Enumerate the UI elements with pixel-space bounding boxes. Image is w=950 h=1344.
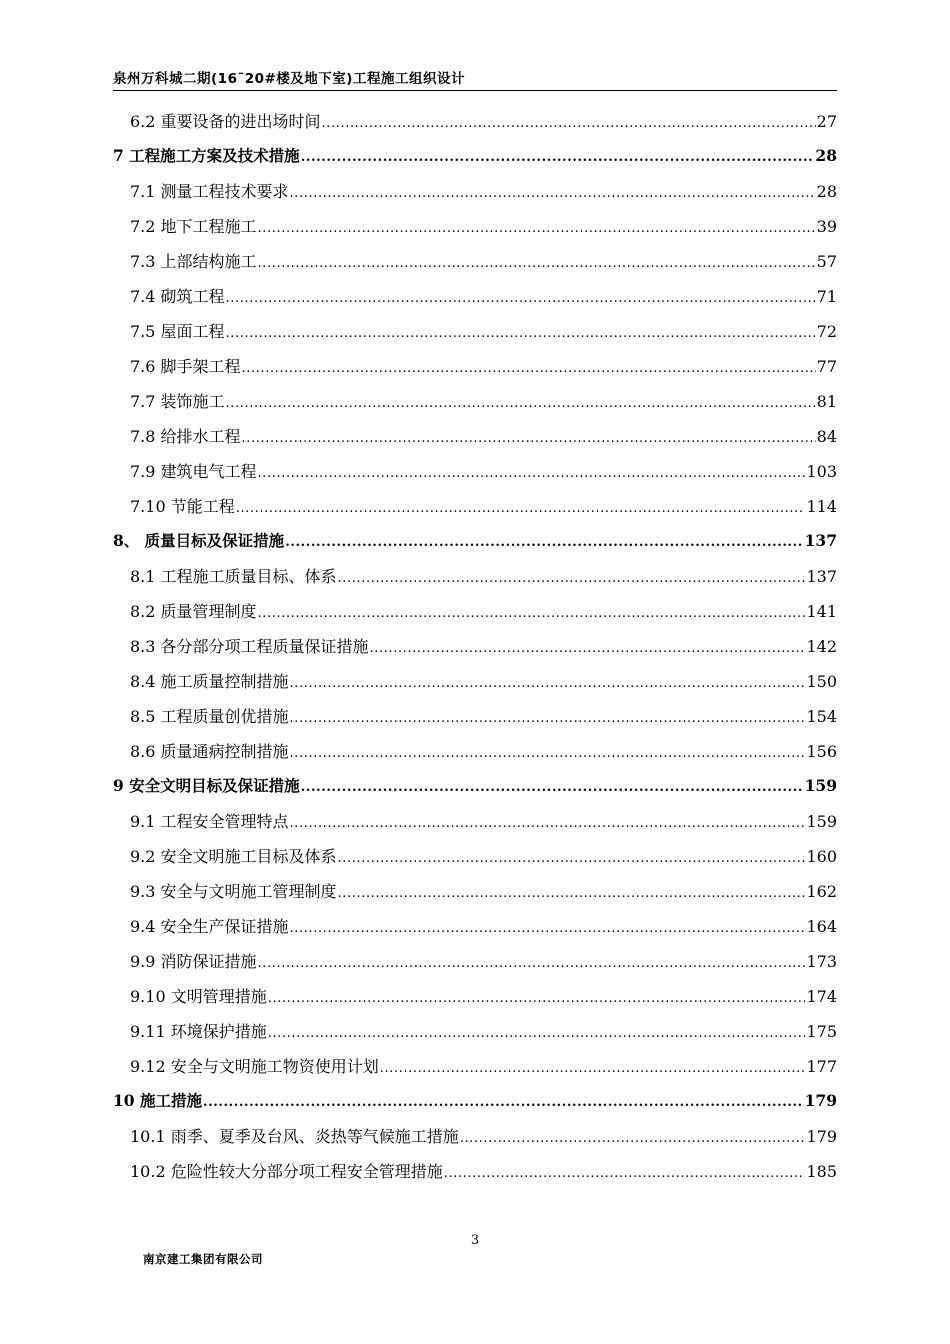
toc-leader-dots <box>290 186 816 201</box>
toc-entry-page: 72 <box>816 322 837 341</box>
toc-entry-page: 137 <box>806 567 837 586</box>
toc-entry[interactable] <box>113 214 837 249</box>
toc-entry[interactable] <box>113 809 837 844</box>
toc-leader-dots <box>301 150 815 165</box>
toc-entry-page: 156 <box>806 742 837 761</box>
toc-leader-dots <box>268 991 806 1006</box>
toc-leader-dots <box>290 921 806 936</box>
toc-entry-title: 6.2 重要设备的进出场时间 <box>130 112 321 131</box>
toc-entry[interactable] <box>113 354 837 389</box>
toc-entry-title: 8.1 工程施工质量目标、体系 <box>130 567 337 586</box>
toc-leader-dots <box>236 501 806 516</box>
toc-entry[interactable] <box>113 179 837 214</box>
toc-entry-title: 9.3 安全与文明施工管理制度 <box>130 882 337 901</box>
toc-entry-title: 7.4 砌筑工程 <box>130 287 225 306</box>
toc-entry-page: 71 <box>816 287 837 306</box>
toc-entry-page: 27 <box>816 112 837 131</box>
toc-entry-title: 10.2 危险性较大分部分项工程安全管理措施 <box>130 1162 443 1181</box>
toc-entry[interactable] <box>113 144 837 179</box>
toc-entry[interactable] <box>113 564 837 599</box>
toc-entry[interactable] <box>113 1089 837 1124</box>
toc-leader-dots <box>226 326 816 341</box>
toc-leader-dots <box>322 116 816 131</box>
toc-leader-dots <box>290 746 806 761</box>
toc-entry-page: 28 <box>816 182 837 201</box>
toc-entry-page: 175 <box>806 1022 837 1041</box>
toc-entry-title: 7.5 屋面工程 <box>130 322 225 341</box>
toc-entry-title: 7 工程施工方案及技术措施 <box>113 146 300 165</box>
document-title: 泉州万科城二期(16¯20#楼及地下室)工程施工组织设计 <box>113 71 465 87</box>
toc-entry-title: 8.4 施工质量控制措施 <box>130 672 289 691</box>
toc-leader-dots <box>338 571 806 586</box>
toc-entry-title: 7.2 地下工程施工 <box>130 217 257 236</box>
toc-entry[interactable] <box>113 1159 837 1194</box>
toc-leader-dots <box>285 535 803 550</box>
toc-entry-title: 7.3 上部结构施工 <box>130 252 257 271</box>
toc-entry-title: 9.2 安全文明施工目标及体系 <box>130 847 337 866</box>
running-header <box>113 68 837 91</box>
page-number: 3 <box>470 1233 480 1248</box>
toc-entry-page: 177 <box>806 1057 837 1076</box>
toc-leader-dots <box>460 1131 806 1146</box>
toc-entry[interactable] <box>113 109 837 144</box>
toc-entry-page: 81 <box>816 392 837 411</box>
toc-entry-page: 154 <box>806 707 837 726</box>
toc-entry-page: 179 <box>806 1127 837 1146</box>
toc-entry[interactable] <box>113 529 837 564</box>
toc-entry[interactable] <box>113 879 837 914</box>
toc-leader-dots <box>242 361 816 376</box>
toc-entry-title: 7.1 测量工程技术要求 <box>130 182 289 201</box>
toc-entry-page: 39 <box>816 217 837 236</box>
toc-leader-dots <box>258 956 806 971</box>
toc-entry[interactable] <box>113 984 837 1019</box>
toc-entry-page: 179 <box>804 1091 837 1110</box>
toc-entry-page: 173 <box>806 952 837 971</box>
toc-entry-title: 10 施工措施 <box>113 1091 202 1110</box>
toc-entry-page: 28 <box>815 146 837 165</box>
toc-entry[interactable] <box>113 599 837 634</box>
toc-entry-title: 9.12 安全与文明施工物资使用计划 <box>130 1057 379 1076</box>
toc-leader-dots <box>338 886 806 901</box>
toc-entry[interactable] <box>113 459 837 494</box>
toc-entry[interactable] <box>113 774 837 809</box>
toc-entry[interactable] <box>113 249 837 284</box>
toc-leader-dots <box>268 1026 806 1041</box>
toc-leader-dots <box>203 1095 804 1110</box>
toc-entry-page: 84 <box>816 427 837 446</box>
toc-leader-dots <box>258 221 816 236</box>
toc-leader-dots <box>258 606 806 621</box>
toc-leader-dots <box>290 711 806 726</box>
toc-leader-dots <box>226 291 816 306</box>
toc-entry[interactable] <box>113 1019 837 1054</box>
toc-entry-page: 114 <box>806 497 837 516</box>
toc-entry[interactable] <box>113 424 837 459</box>
toc-entry-page: 150 <box>806 672 837 691</box>
toc-entry-title: 9.9 消防保证措施 <box>130 952 257 971</box>
toc-entry[interactable] <box>113 669 837 704</box>
toc-entry-title: 7.9 建筑电气工程 <box>130 462 257 481</box>
toc-entry[interactable] <box>113 739 837 774</box>
toc-entry[interactable] <box>113 634 837 669</box>
toc-leader-dots <box>226 396 816 411</box>
toc-entry-title: 7.8 给排水工程 <box>130 427 241 446</box>
toc-entry-title: 9.1 工程安全管理特点 <box>130 812 289 831</box>
toc-leader-dots <box>338 851 806 866</box>
toc-entry[interactable] <box>113 949 837 984</box>
toc-leader-dots <box>258 466 806 481</box>
toc-entry[interactable] <box>113 1054 837 1089</box>
toc-leader-dots <box>444 1166 806 1181</box>
toc-entry-page: 141 <box>806 602 837 621</box>
toc-entry-title: 9 安全文明目标及保证措施 <box>113 776 300 795</box>
toc-entry-title: 8.5 工程质量创优措施 <box>130 707 289 726</box>
toc-entry-title: 9.4 安全生产保证措施 <box>130 917 289 936</box>
toc-entry-title: 8.6 质量通病控制措施 <box>130 742 289 761</box>
toc-entry-title: 10.1 雨季、夏季及台风、炎热等气候施工措施 <box>130 1127 459 1146</box>
toc-entry-title: 8.2 质量管理制度 <box>130 602 257 621</box>
toc-entry-page: 137 <box>804 531 837 550</box>
toc-entry-page: 164 <box>806 917 837 936</box>
toc-leader-dots <box>242 431 816 446</box>
toc-entry-page: 77 <box>816 357 837 376</box>
toc-entry-title: 7.6 脚手架工程 <box>130 357 241 376</box>
table-of-contents <box>113 109 837 1194</box>
toc-entry-page: 159 <box>804 776 837 795</box>
company-name: 南京建工集团有限公司 <box>143 1252 263 1266</box>
toc-leader-dots <box>370 641 806 656</box>
toc-entry-page: 174 <box>806 987 837 1006</box>
toc-entry-title: 7.7 装饰施工 <box>130 392 225 411</box>
toc-entry-page: 57 <box>816 252 837 271</box>
toc-entry[interactable] <box>113 494 837 529</box>
toc-entry-page: 142 <box>806 637 837 656</box>
toc-entry[interactable] <box>113 389 837 424</box>
toc-entry-page: 160 <box>806 847 837 866</box>
toc-leader-dots <box>290 676 806 691</box>
toc-entry-title: 8.3 各分部分项工程质量保证措施 <box>130 637 369 656</box>
toc-entry[interactable] <box>113 704 837 739</box>
toc-leader-dots <box>290 816 806 831</box>
toc-entry-title: 9.10 文明管理措施 <box>130 987 267 1006</box>
toc-leader-dots <box>380 1061 806 1076</box>
toc-leader-dots <box>301 780 804 795</box>
running-footer <box>143 1251 263 1267</box>
toc-entry[interactable] <box>113 319 837 354</box>
toc-entry-title: 8、 质量目标及保证措施 <box>113 531 285 550</box>
toc-entry-title: 9.11 环境保护措施 <box>130 1022 267 1041</box>
toc-entry[interactable] <box>113 914 837 949</box>
toc-entry-page: 185 <box>806 1162 837 1181</box>
toc-entry[interactable] <box>113 284 837 319</box>
toc-entry-page: 103 <box>806 462 837 481</box>
toc-entry-page: 162 <box>806 882 837 901</box>
toc-entry[interactable] <box>113 844 837 879</box>
toc-leader-dots <box>258 256 816 271</box>
toc-entry-title: 7.10 节能工程 <box>130 497 235 516</box>
toc-entry[interactable] <box>113 1124 837 1159</box>
toc-entry-page: 159 <box>806 812 837 831</box>
